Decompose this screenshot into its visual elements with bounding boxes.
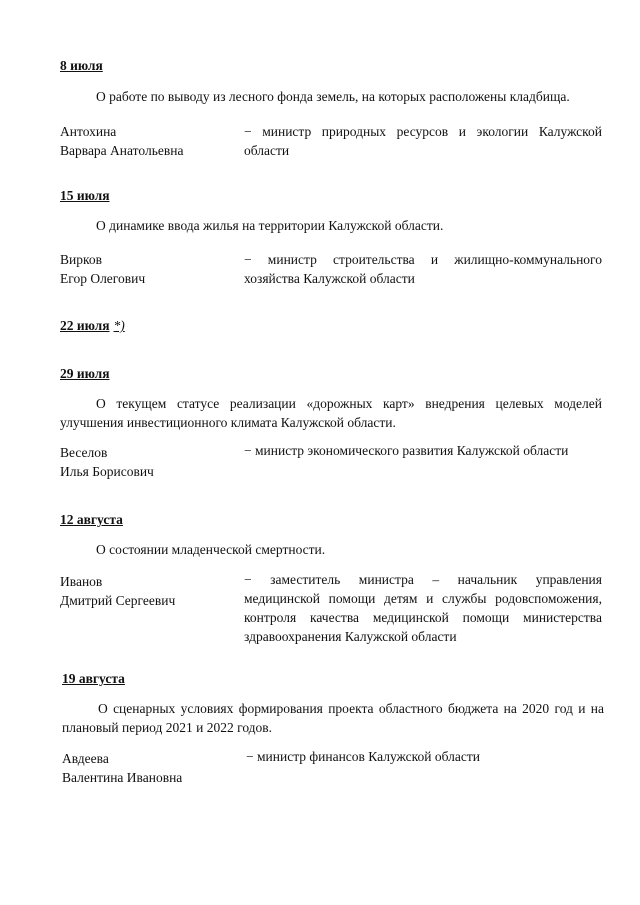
entry-topic: О работе по выводу из лесного фонда земель, на которых расположены кладбища. <box>96 89 570 104</box>
speaker-name <box>60 122 183 160</box>
speaker-name <box>60 250 145 288</box>
speaker-given-name: Дмитрий Сергеевич <box>60 593 176 608</box>
speaker-surname: Авдеева <box>62 751 109 766</box>
entry-topic: О динамике ввода жилья на территории Калужской области. <box>96 218 444 233</box>
entry-date: 15 июля <box>60 188 110 203</box>
speaker-given-name: Илья Борисович <box>60 464 154 479</box>
speaker-given-name: Валентина Ивановна <box>62 770 183 785</box>
speaker-surname: Вирков <box>60 252 102 267</box>
speaker-surname: Веселов <box>60 445 108 460</box>
entry-topic: О сценарных условиях формирования проекта областного бюджета на 2020 год и на плановый период 2021 и 2022 годов. <box>62 701 604 735</box>
speaker-role: − заместитель министра – начальник управления медицинской помощи детям и службы родовспоможения, контроля качества медицинской помощи министерства здравоохранения Калужской области <box>244 572 602 644</box>
entry-topic: О состоянии младенческой смертности. <box>96 542 326 557</box>
entry-date: 19 августа <box>62 671 125 686</box>
entry-topic: О текущем статусе реализации «дорожных карт» внедрения целевых моделей улучшения инвестиционного климата Калужской области. <box>60 396 602 430</box>
speaker-name <box>60 443 154 481</box>
footnote-marker: *) <box>113 318 125 333</box>
speaker-role: − министр природных ресурсов и экологии Калужской области <box>244 124 602 158</box>
entry-date: 8 июля <box>60 58 103 73</box>
entry-date: 29 июля <box>60 366 110 381</box>
speaker-role: − министр финансов Калужской области <box>246 749 480 764</box>
speaker-surname: Иванов <box>60 574 103 589</box>
speaker-role: − министр строительства и жилищно-коммунального хозяйства Калужской области <box>244 252 602 286</box>
speaker-name <box>62 749 182 787</box>
speaker-surname: Антохина <box>60 124 117 139</box>
entry-date-text: 22 июля <box>60 318 110 333</box>
speaker-name <box>60 572 175 610</box>
speaker-given-name: Варвара Анатольевна <box>60 143 184 158</box>
entry-date <box>60 316 125 335</box>
speaker-given-name: Егор Олегович <box>60 271 146 286</box>
speaker-role: − министр экономического развития Калужской области <box>244 443 569 458</box>
entry-date: 12 августа <box>60 512 123 527</box>
